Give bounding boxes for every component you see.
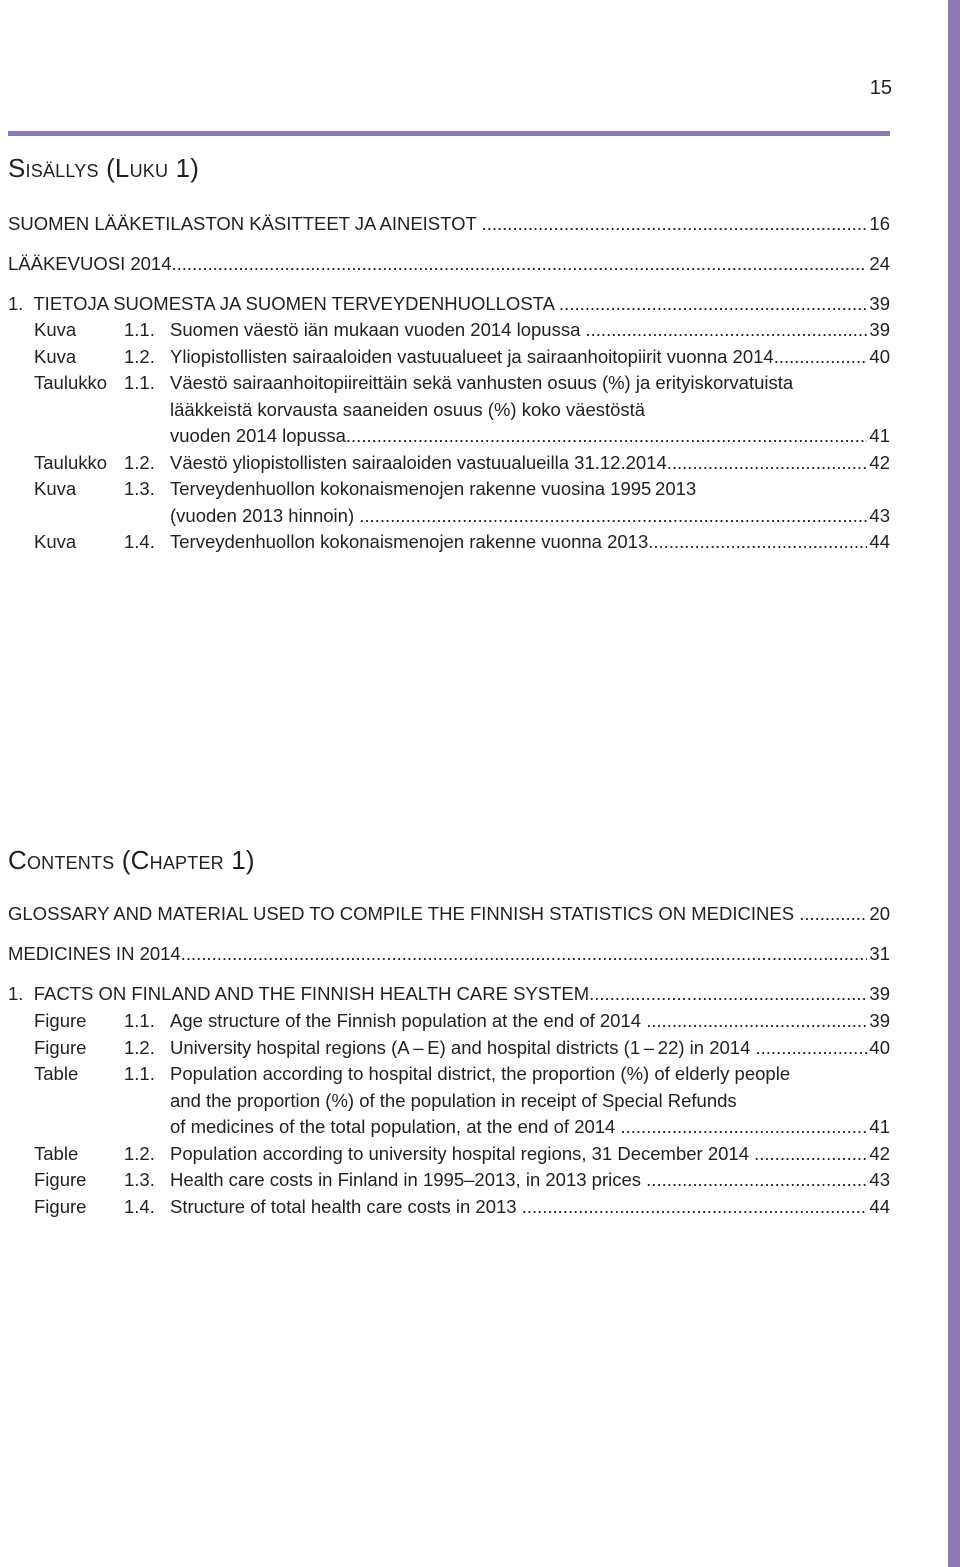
toc-page-number: 42 xyxy=(869,1142,890,1164)
toc-entry-title: Population according to university hospital regions, 31 December 2014 xyxy=(170,1142,755,1164)
toc-leader-line xyxy=(8,211,890,237)
toc-entry-title: Yliopistollisten sairaaloiden vastuualueet ja sairaanhoitopiirit vuonna 2014 xyxy=(170,345,774,367)
toc-item-number: 1.1. xyxy=(124,319,155,340)
toc-page-number: 20 xyxy=(869,903,890,924)
toc-leader-line xyxy=(170,1035,890,1061)
toc-leader-line xyxy=(8,251,890,277)
dot-leader xyxy=(346,423,868,449)
toc-item-number: 1.3. xyxy=(124,478,155,499)
dot-leader xyxy=(621,1114,868,1140)
toc-item-number: 1.4. xyxy=(124,531,155,552)
toc-entry-title: vuoden 2014 lopussa xyxy=(170,425,346,446)
toc-page-number: 43 xyxy=(869,504,890,526)
toc-leader-line xyxy=(170,1141,890,1167)
toc-page-number: 42 xyxy=(869,451,890,473)
toc-leader-line xyxy=(170,450,890,476)
toc-item-label: Figure xyxy=(34,1010,87,1031)
toc-page-number: 44 xyxy=(869,531,890,552)
toc-leader-line xyxy=(170,1008,890,1034)
toc-leader-line xyxy=(8,941,890,967)
toc-item-number: 1.2. xyxy=(124,1142,155,1164)
toc-page-number: 39 xyxy=(869,319,890,340)
dot-leader xyxy=(586,317,868,343)
toc-entry-title: 1. FACTS ON FINLAND AND THE FINNISH HEALTH CARE SYSTEM xyxy=(8,983,590,1004)
toc-leader-line xyxy=(170,344,890,370)
toc-entry-title: Age structure of the Finnish population at the end of 2014 xyxy=(170,1010,647,1031)
toc-item-label: Table xyxy=(34,1142,79,1164)
toc-entry-title: Terveydenhuollon kokonaismenojen rakenne vuonna 2013 xyxy=(170,531,649,552)
toc-item-number: 1.1. xyxy=(124,372,155,393)
toc-page-number: 40 xyxy=(869,345,890,367)
dot-leader xyxy=(774,344,868,370)
toc-item-number: 1.1. xyxy=(124,1010,155,1031)
toc-leader-line xyxy=(170,503,890,529)
toc-item-number: 1.2. xyxy=(124,451,155,473)
dot-leader xyxy=(482,211,868,237)
toc-page-number: 39 xyxy=(869,293,890,314)
dot-leader xyxy=(181,941,868,967)
dot-leader xyxy=(646,1167,867,1193)
toc-page-number: 41 xyxy=(869,425,890,446)
toc-entry-title: MEDICINES IN 2014 xyxy=(8,943,181,964)
toc-item-label: Table xyxy=(34,1063,79,1084)
dot-leader xyxy=(646,1008,867,1034)
toc-page-number: 39 xyxy=(869,983,890,1004)
toc-leader-line xyxy=(170,1114,890,1140)
dot-leader xyxy=(667,450,868,476)
toc-item-label: Kuva xyxy=(34,478,77,499)
toc-item-text-line: lääkkeistä korvausta saaneiden osuus (%) koko väestöstä xyxy=(170,398,646,420)
toc-item-label: Taulukko xyxy=(34,372,108,393)
toc-leader-line xyxy=(170,1194,890,1220)
toc-item-label: Kuva xyxy=(34,531,77,552)
toc-page-number: 39 xyxy=(869,1010,890,1031)
toc-entry-title: Suomen väestö iän mukaan vuoden 2014 lopussa xyxy=(170,319,586,340)
toc-item-number: 1.2. xyxy=(124,345,155,367)
toc-item-number: 1.1. xyxy=(124,1063,155,1084)
side-accent-bar xyxy=(948,0,960,1567)
header-rule xyxy=(8,131,890,136)
english-toc-heading: Contents (Chapter 1) xyxy=(8,845,255,875)
dot-leader xyxy=(756,1035,868,1061)
toc-item-number: 1.4. xyxy=(124,1195,155,1217)
dot-leader xyxy=(522,1194,868,1220)
toc-leader-line xyxy=(8,291,890,317)
toc-entry-title: of medicines of the total population, at the end of 2014 xyxy=(170,1116,621,1137)
toc-item-label: Figure xyxy=(34,1036,87,1058)
toc-item-label: Kuva xyxy=(34,319,77,340)
toc-page-number: 16 xyxy=(869,213,890,234)
toc-entry-title: SUOMEN LÄÄKETILASTON KÄSITTEET JA AINEISTOT xyxy=(8,213,482,234)
dot-leader xyxy=(359,503,867,529)
toc-item-number: 1.3. xyxy=(124,1169,155,1190)
toc-item-text-line: and the proportion (%) of the population in receipt of Special Refunds xyxy=(170,1089,737,1111)
dot-leader xyxy=(559,291,867,317)
toc-entry-title: Structure of total health care costs in 2013 xyxy=(170,1195,522,1217)
toc-leader-line xyxy=(170,1167,890,1193)
finnish-toc-heading: Sisällys (Luku 1) xyxy=(8,153,200,183)
dot-leader xyxy=(799,901,867,927)
page-number: 15 xyxy=(869,77,892,99)
toc-item-text-line: Väestö sairaanhoitopiireittäin sekä vanhusten osuus (%) ja erityiskorvatuista xyxy=(170,372,794,393)
toc-leader-line xyxy=(8,901,890,927)
toc-leader-line xyxy=(8,981,890,1007)
toc-item-label: Taulukko xyxy=(34,451,108,473)
toc-entry-title: GLOSSARY AND MATERIAL USED TO COMPILE THE FINNISH STATISTICS ON MEDICINES xyxy=(8,903,800,924)
toc-entry-title: 1. TIETOJA SUOMESTA JA SUOMEN TERVEYDENHUOLLOSTA xyxy=(8,293,560,314)
toc-page-number: 41 xyxy=(869,1116,890,1137)
toc-page-number: 31 xyxy=(869,943,890,964)
dot-leader xyxy=(648,529,867,555)
toc-entry-title: (vuoden 2013 hinnoin) xyxy=(170,504,360,526)
toc-item-label: Kuva xyxy=(34,345,77,367)
toc-item-text-line: Terveydenhuollon kokonaismenojen rakenne vuosina 1995 2013 xyxy=(170,478,697,499)
toc-page-number: 24 xyxy=(869,253,890,274)
toc-entry-title: Väestö yliopistollisten sairaaloiden vastuualueilla 31.12.2014 xyxy=(170,451,667,473)
toc-item-number: 1.2. xyxy=(124,1036,155,1058)
dot-leader xyxy=(172,251,868,277)
toc-leader-line xyxy=(170,423,890,449)
dot-leader xyxy=(754,1141,867,1167)
dot-leader xyxy=(589,981,867,1007)
toc-item-text-line: Population according to hospital district, the proportion (%) of elderly people xyxy=(170,1063,791,1084)
toc-item-label: Figure xyxy=(34,1195,87,1217)
toc-item-label: Figure xyxy=(34,1169,87,1190)
toc-page-number: 43 xyxy=(869,1169,890,1190)
toc-entry-title: University hospital regions (A – E) and hospital districts (1 – 22) in 2014 xyxy=(170,1036,756,1058)
toc-page-number: 44 xyxy=(869,1195,890,1217)
toc-leader-line xyxy=(170,529,890,555)
toc-leader-line xyxy=(170,317,890,343)
toc-entry-title: LÄÄKEVUOSI 2014 xyxy=(8,253,172,274)
toc-page-number: 40 xyxy=(869,1036,890,1058)
toc-entry-title: Health care costs in Finland in 1995–2013, in 2013 prices xyxy=(170,1169,647,1190)
